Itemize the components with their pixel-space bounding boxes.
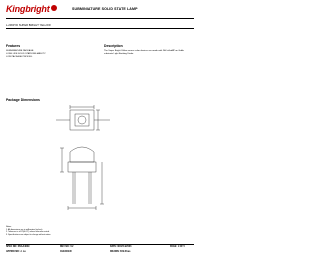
top-view-lens	[75, 114, 89, 126]
notes-line: 3. Specifications are subject to change without notice.	[6, 234, 51, 237]
spec-number: SPEC NO: DSAA4639	[6, 246, 30, 248]
brand-mark-icon	[51, 5, 57, 11]
drawn-by: DRAWN: B.M.Zhao	[110, 251, 131, 253]
top-view-dome	[78, 116, 86, 124]
top-view-body	[70, 110, 94, 130]
part-number-line: L-2060YD SUPER BRIGHT YELLOW	[6, 24, 51, 27]
notes-line: 2. Tolerance is ±0.25(0.01") unless otherwise noted.	[6, 231, 50, 234]
notes-line: 1. All dimensions are in millimeters (inches).	[6, 228, 43, 231]
page-indicator: PAGE: 1 OF 5	[170, 246, 185, 248]
package-dimensions-drawing	[40, 104, 140, 224]
document-date: DATE: NOV/14/2003	[110, 246, 132, 248]
features-list	[6, 50, 46, 60]
footer-divider	[6, 244, 194, 245]
approved-by: APPROVED: J. Lu	[6, 251, 26, 253]
feature-item: LOW PACKAGE PROFILE.	[6, 56, 33, 59]
brand-logo	[6, 4, 57, 14]
side-view-dome	[70, 147, 94, 162]
features-heading: Features	[6, 44, 21, 48]
document-title: SUBMINIATURE SOLID STATE LAMP	[72, 7, 138, 11]
feature-item: LONG LIFE SOLID STATE RELIABILITY.	[6, 53, 46, 56]
package-heading: Package Dimensions	[6, 98, 40, 102]
feature-item: SUBMINIATURE PACKAGE.	[6, 50, 34, 52]
revision-number: REV NO: V.2	[60, 246, 74, 248]
notes-line: Notes:	[6, 226, 12, 228]
header-divider	[6, 18, 194, 19]
description-heading: Description	[104, 44, 123, 48]
description-text: The Super Bright Yellow source color devices are made with DH InGaAlP on GaAs substrate Light Emitting Diode.	[104, 50, 184, 56]
side-view-body	[68, 162, 96, 172]
brand-name: Kingbright	[6, 4, 50, 14]
notes-block	[6, 226, 51, 237]
checked-by: CHECKED:	[60, 251, 73, 253]
